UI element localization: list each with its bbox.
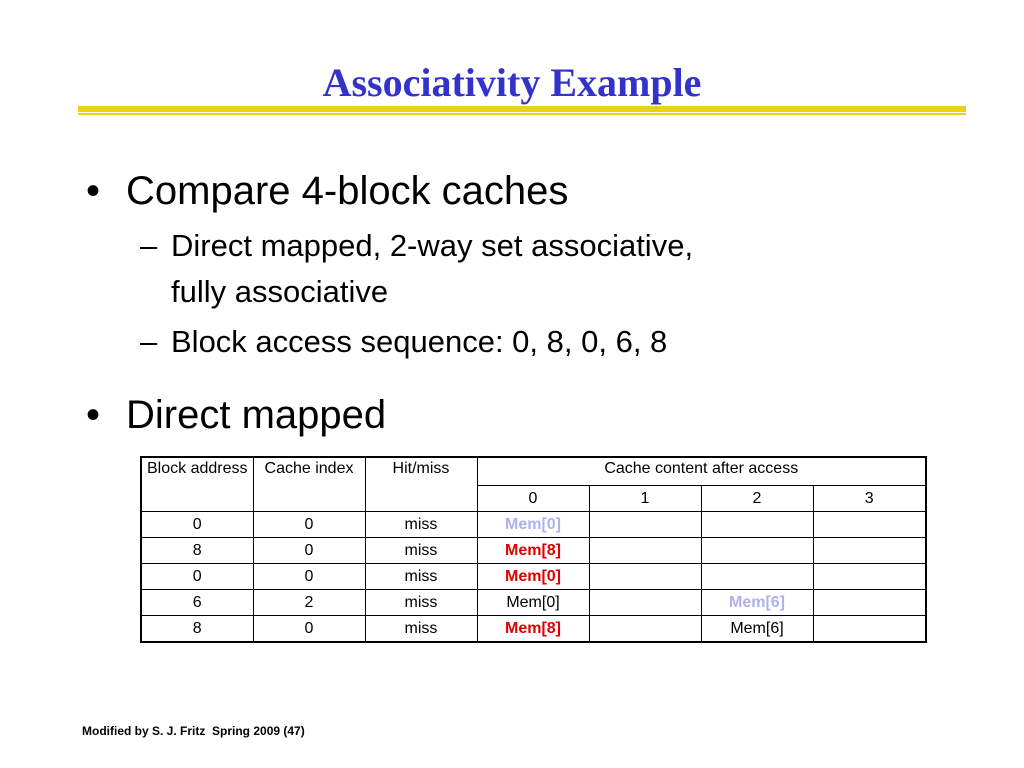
table-row (141, 512, 926, 538)
slide-title: Associativity Example (322, 60, 702, 105)
cell-cache-slot-2 (701, 538, 813, 564)
header-cache-index: Cache index (253, 457, 365, 512)
sub-bullet-text-line-1: Direct mapped, 2-way set associative, (171, 228, 694, 263)
cell-cache-index: 0 (253, 512, 365, 538)
sub-bullet-text-line-2: fully associative (171, 274, 389, 309)
cell-block-address: 6 (141, 590, 253, 616)
cell-cache-slot-3 (813, 564, 926, 590)
cell-hit-miss: miss (365, 590, 477, 616)
cell-cache-slot-1 (589, 538, 701, 564)
cell-cache-slot-1 (589, 616, 701, 643)
cell-cache-slot-0 (477, 538, 589, 564)
cell-cache-index: 0 (253, 564, 365, 590)
cell-cache-slot-1 (589, 564, 701, 590)
cell-cache-slot-1 (589, 512, 701, 538)
header-cache-content: Cache content after access (477, 457, 926, 486)
table-row (141, 564, 926, 590)
bullet-marker: • (86, 169, 101, 213)
cell-cache-slot-2 (701, 616, 813, 643)
cache-slot-content: Mem[0] (504, 567, 561, 585)
cell-cache-slot-0 (477, 590, 589, 616)
cache-slot-content: Mem[8] (504, 541, 561, 559)
cell-hit-miss: miss (365, 538, 477, 564)
bullet-text: Compare 4-block caches (126, 169, 569, 213)
bullet-marker: • (86, 393, 101, 437)
sub-bullet-text: Block access sequence: 0, 8, 0, 6, 8 (171, 324, 668, 359)
direct-mapped-cache-table (140, 456, 927, 643)
bullet-text: Direct mapped (126, 393, 387, 437)
table-body (141, 512, 926, 643)
cell-hit-miss: miss (365, 616, 477, 643)
cell-cache-slot-3 (813, 590, 926, 616)
cell-cache-index: 0 (253, 616, 365, 643)
header-index-0: 0 (477, 486, 589, 512)
cell-cache-slot-3 (813, 616, 926, 643)
cell-cache-index: 2 (253, 590, 365, 616)
cell-cache-slot-3 (813, 512, 926, 538)
sub-bullet-marker: – (140, 228, 158, 263)
cell-cache-slot-2 (701, 564, 813, 590)
table-row (141, 538, 926, 564)
cell-hit-miss: miss (365, 564, 477, 590)
sub-bullet-marker: – (140, 324, 158, 359)
title-underline-thick (78, 106, 966, 112)
cell-block-address: 8 (141, 616, 253, 643)
cell-block-address: 8 (141, 538, 253, 564)
cache-slot-content: Mem[6] (730, 619, 784, 637)
header-hit-miss: Hit/miss (365, 457, 477, 512)
cell-cache-slot-0 (477, 512, 589, 538)
cache-slot-content: Mem[0] (506, 593, 560, 611)
cache-slot-content: Mem[8] (504, 619, 561, 637)
cell-cache-slot-3 (813, 538, 926, 564)
cell-cache-slot-2 (701, 512, 813, 538)
cache-slot-content: Mem[0] (504, 515, 561, 533)
title-underline-thin (78, 113, 966, 115)
cell-block-address: 0 (141, 564, 253, 590)
slide-footer: Modified by S. J. Fritz Spring 2009 (47) (82, 724, 305, 738)
header-index-3: 3 (813, 486, 926, 512)
cell-hit-miss: miss (365, 512, 477, 538)
cell-cache-slot-0 (477, 616, 589, 643)
table-row (141, 590, 926, 616)
cell-cache-slot-1 (589, 590, 701, 616)
cell-cache-slot-0 (477, 564, 589, 590)
cell-cache-slot-2 (701, 590, 813, 616)
header-index-1: 1 (589, 486, 701, 512)
table-row (141, 616, 926, 643)
cell-block-address: 0 (141, 512, 253, 538)
header-index-2: 2 (701, 486, 813, 512)
header-block-address: Block address (141, 457, 253, 512)
cell-cache-index: 0 (253, 538, 365, 564)
cache-slot-content: Mem[6] (728, 593, 785, 611)
